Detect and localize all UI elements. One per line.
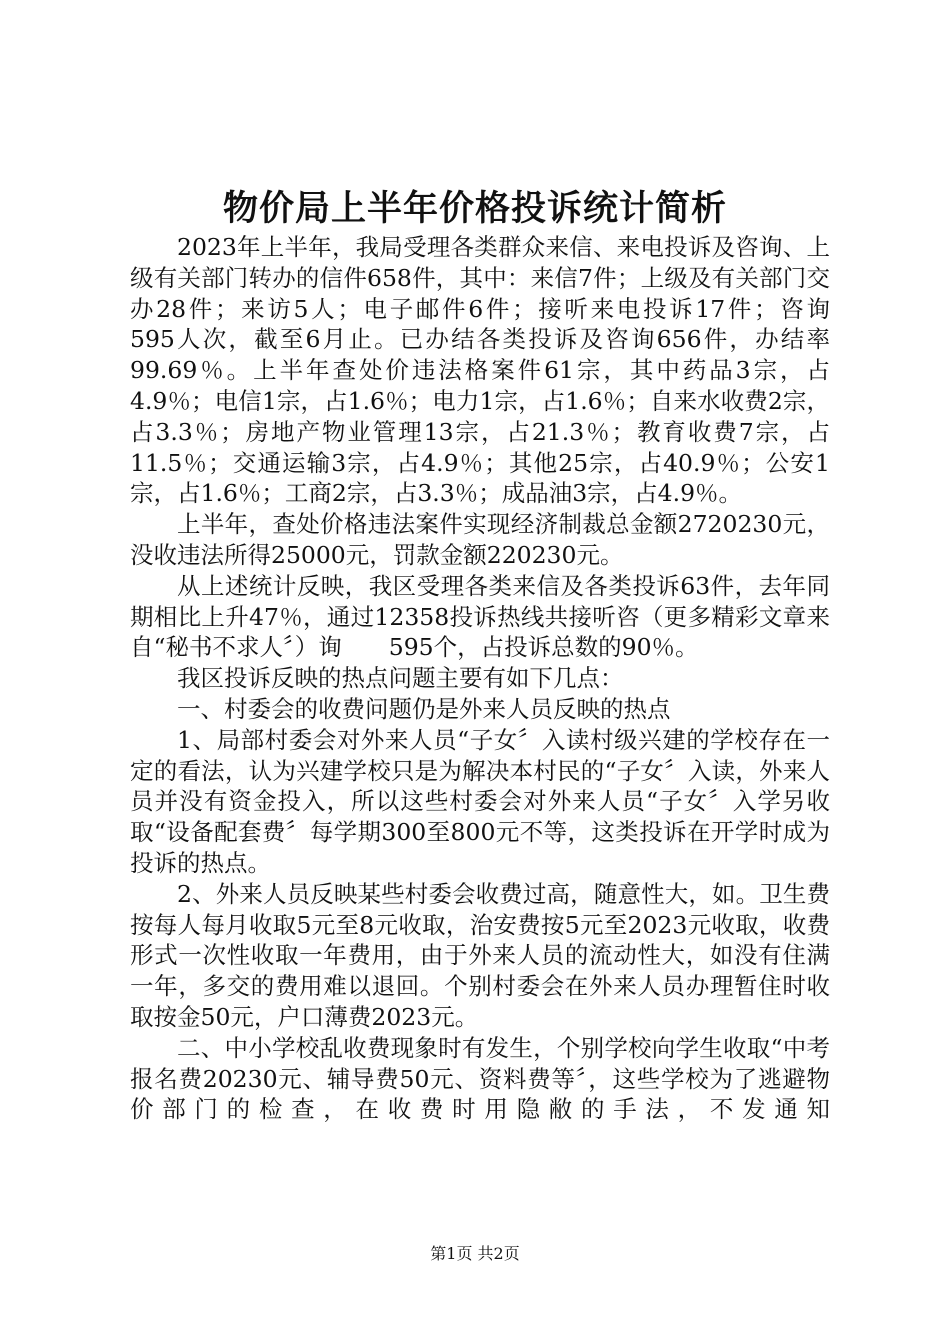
page-number-footer: 第1页 共2页 — [430, 1244, 520, 1263]
paragraph-school-enrollment-fees: 1、局部村委会对外来人员“子女〞入读村级兴建的学校存在一定的看法，认为兴建学校只是为解决本村民的“子女〞入读，外来人员并没有资金投入，所以这些村委会对外来人员“子女〞入学另收取“设备配套费〞每学期300至800元不等，这类投诉在开学时成为投诉的热点。 — [130, 725, 830, 877]
paragraph-hot-issues-intro: 我区投诉反映的热点问题主要有如下几点： — [177, 664, 624, 693]
paragraph-economic-sanctions: 上半年，查处价格违法案件实现经济制裁总金额2720230元，没收违法所得25000元，罚款金额220230元。 — [130, 510, 830, 569]
paragraph-excessive-village-fees: 2、外来人员反映某些村委会收费过高，随意性大，如。卫生费按每人每月收取5元至8元收取，治安费按5元至2023元收取，收费形式一次性收取一年费用，由于外来人员的流动性大，如没有住满一年，多交的费用难以退回。个别村委会在外来人员办理暂住时收取按金50元，户口薄费2023元。 — [130, 879, 830, 1031]
section-heading-village-fees: 一、村委会的收费问题仍是外来人员反映的热点 — [177, 694, 671, 723]
document-body — [130, 232, 877, 1125]
paragraph-school-arbitrary-fees: 二、中小学校乱收费现象时有发生，个别学校向学生收取“中考报名费20230元、辅导费50元、资料费等〞，这些学校为了逃避物价部门的检查，在收费时用隐敝的手法，不发通知 — [130, 1033, 830, 1124]
paragraph-year-comparison: 从上述统计反映，我区受理各类来信及各类投诉63件，去年同期相比上升47％，通过12358投诉热线共接听咨（更多精彩文章来自“秘书不求人〞）询 595个，占投诉总数的90％。 — [130, 571, 830, 662]
paragraph-statistics-summary: 2023年上半年，我局受理各类群众来信、来电投诉及咨询、上级有关部门转办的信件658件，其中：来信7件；上级及有关部门交办28件；来访5人；电子邮件6件；接听来电投诉17件；咨询 595人次，截至6月止。已办结各类投诉及咨询656件，办结率99.69％。上半年查处价违法格案件61宗，其中药品3宗，占4.9％；电信1宗，占1.6％；电力1宗，占1.6％；自来水收费2宗，占3.3％；房地产物业管理13宗，占21.3％；教育收费7宗，占11.5％；交通运输3宗，占4.9％；其他25宗，占40.9％；公安1宗，占1.6％；工商2宗，占3.3％；成品油3宗，占4.9％。 — [130, 233, 877, 508]
document-title: 物价局上半年价格投诉统计简析 — [222, 188, 727, 229]
